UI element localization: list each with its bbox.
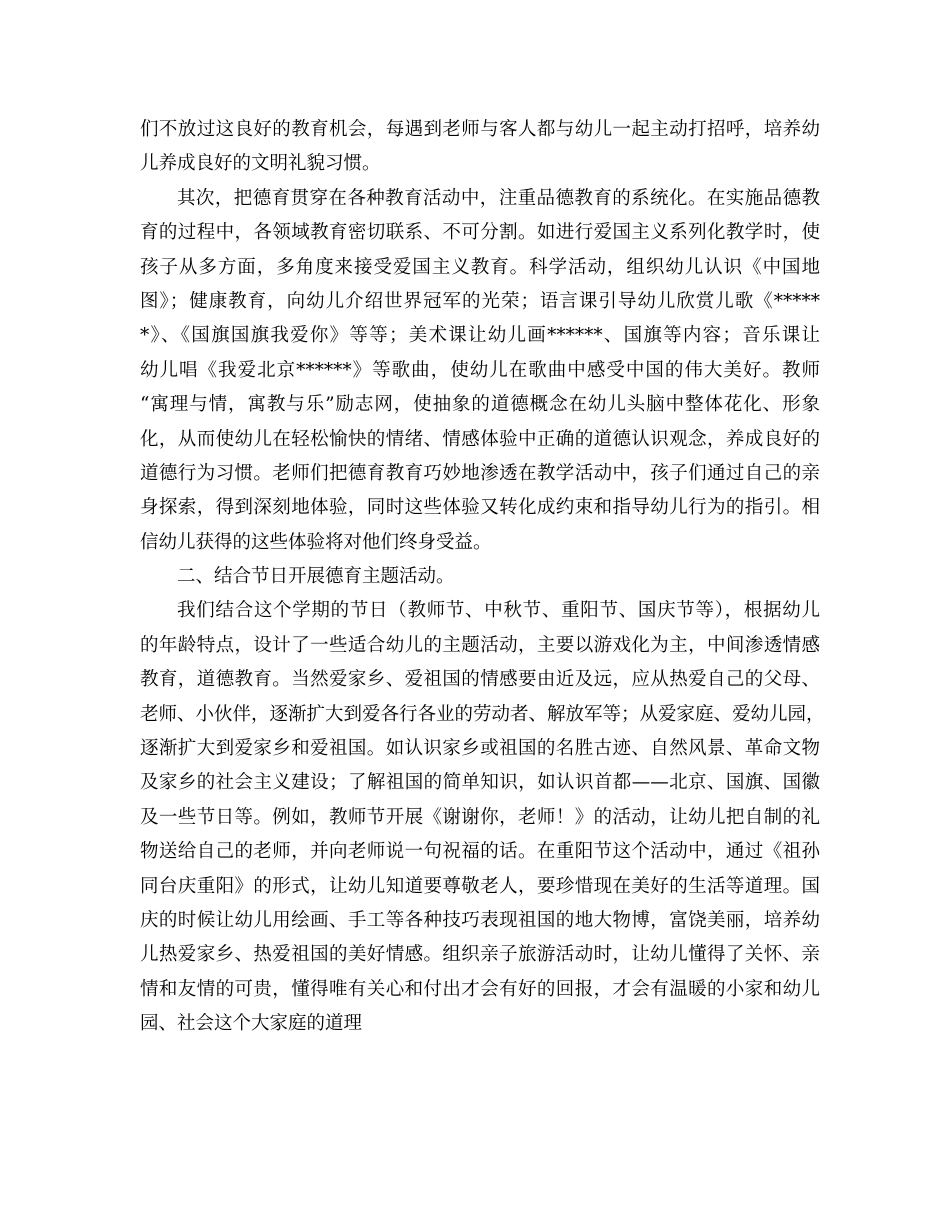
text-line: 教育，道德教育。当然爱家乡、爱祖国的情感要由近及远，应从热爱自己的父母、 xyxy=(140,669,820,691)
text-line: *》、《国旗国旗我爱你》等等；美术课让幼儿画******、国旗等内容；音乐课让 xyxy=(140,325,820,347)
text-line: 园、社会这个大家庭的道理 xyxy=(140,1013,363,1035)
paragraph-first-line: 其次，把德育贯穿在各种教育活动中，注重品德教育的系统化。在实施品德教 xyxy=(177,187,820,209)
text-line: 及家乡的社会主义建设；了解祖国的简单知识，如认识首都——北京、国旗、国徽 xyxy=(140,772,820,794)
text-line: 儿养成良好的文明礼貌习惯。 xyxy=(140,153,381,175)
text-line: 逐渐扩大到爱家乡和爱祖国。如认识家乡或祖国的名胜古迹、自然风景、革命文物 xyxy=(140,738,820,760)
text-line: 图》；健康教育，向幼儿介绍世界冠军的光荣；语言课引导幼儿欣赏儿歌《***** xyxy=(140,290,820,312)
text-line: 情和友情的可贵，懂得唯有关心和付出才会有好的回报，才会有温暖的小家和幼儿 xyxy=(140,978,820,1000)
text-line: 身探索，得到深刻地体验，同时这些体验又转化成约束和指导幼儿行为的指引。相 xyxy=(140,497,820,519)
text-line: “寓理与情，寓教与乐”励志网，使抽象的道德概念在幼儿头脑中整体花化、形象 xyxy=(140,394,820,416)
text-line: 们不放过这良好的教育机会，每遇到老师与客人都与幼儿一起主动打招呼，培养幼 xyxy=(140,119,820,140)
text-line: 儿热爱家乡、热爱祖国的美好情感。组织亲子旅游活动时，让幼儿懂得了关怀、亲 xyxy=(140,944,820,966)
text-line: 同台庆重阳》的形式，让幼儿知道要尊敬老人，要珍惜现在美好的生活等道理。国 xyxy=(140,875,820,897)
text-line: 孩子从多方面，多角度来接受爱国主义教育。科学活动，组织幼儿认识《中国地 xyxy=(140,256,820,278)
text-line: 化，从而使幼儿在轻松愉快的情绪、情感体验中正确的道德认识观念，养成良好的 xyxy=(140,428,820,450)
text-line: 庆的时候让幼儿用绘画、手工等各种技巧表现祖国的地大物博，富饶美丽，培养幼 xyxy=(140,909,820,931)
text-line: 道德行为习惯。老师们把德育教育巧妙地渗透在教学活动中，孩子们通过自己的亲 xyxy=(140,462,820,484)
text-line: 老师、小伙伴，逐渐扩大到爱各行各业的劳动者、解放军等；从爱家庭、爱幼儿园， xyxy=(140,703,825,725)
text-line: 信幼儿获得的这些体验将对他们终身受益。 xyxy=(140,531,492,553)
section-heading: 二、结合节日开展德育主题活动。 xyxy=(177,566,455,588)
text-line: 的年龄特点，设计了一些适合幼儿的主题活动，主要以游戏化为主，中间渗透情感 xyxy=(140,634,820,656)
text-line: 及一些节日等。例如，教师节开展《谢谢你，老师！》的活动，让幼儿把自制的礼 xyxy=(140,806,820,828)
document-body xyxy=(140,113,825,1042)
paragraph-first-line: 我们结合这个学期的节日（教师节、中秋节、重阳节、国庆节等），根据幼儿 xyxy=(177,600,820,622)
text-line: 育的过程中，各领域教育密切联系、不可分割。如进行爱国主义系列化教学时，使 xyxy=(140,222,820,244)
text-line: 物送给自己的老师，并向老师说一句祝福的话。在重阳节这个活动中，通过《祖孙 xyxy=(140,841,820,863)
text-line: 幼儿唱《我爱北京******》等歌曲，使幼儿在歌曲中感受中国的伟大美好。教师 xyxy=(140,359,820,381)
